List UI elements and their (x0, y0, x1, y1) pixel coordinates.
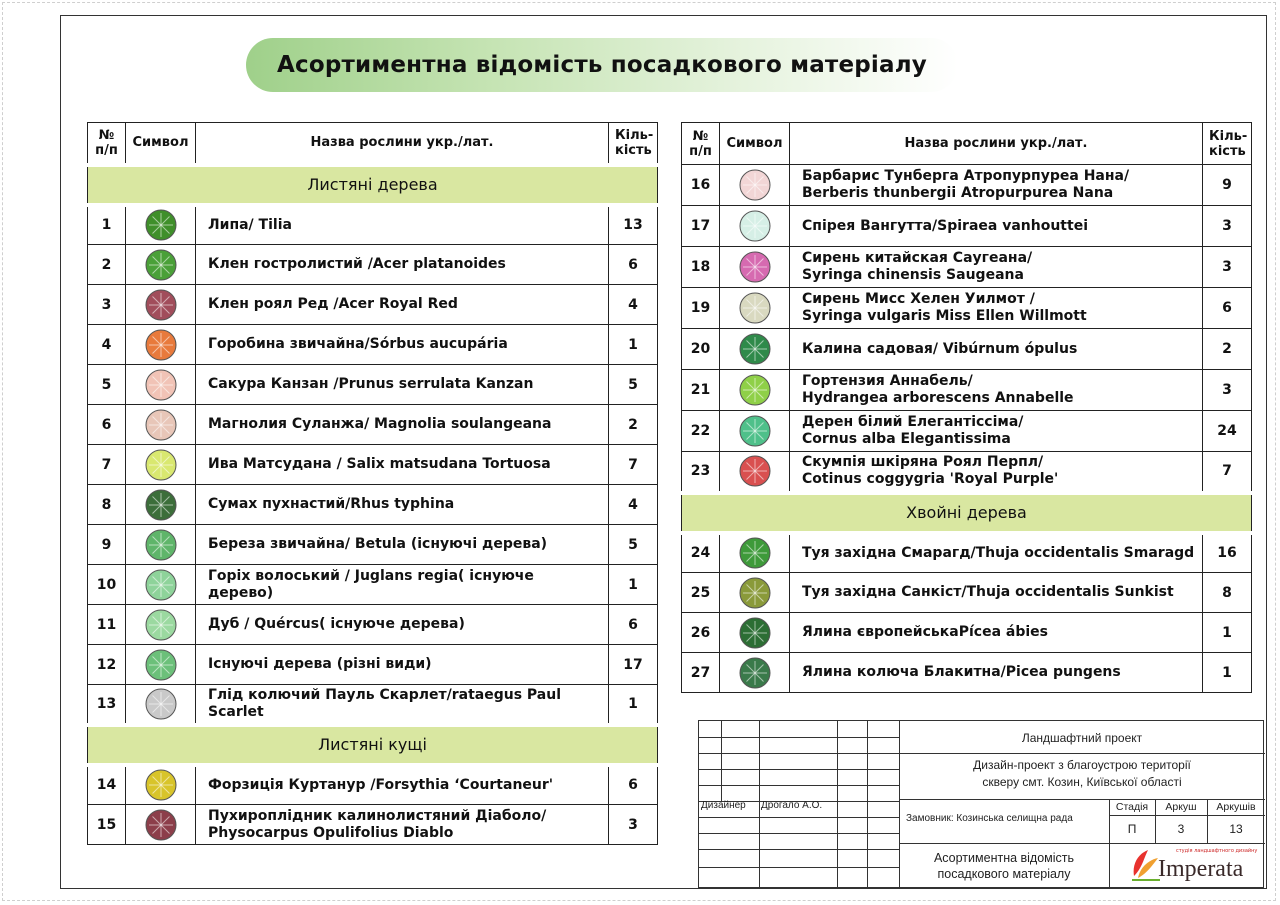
header-name: Назва рослини укр./лат. (790, 123, 1203, 165)
sheet-value: 3 (1177, 822, 1185, 836)
shrub-icon (739, 333, 771, 365)
row-number: 19 (682, 288, 720, 329)
sheets-value: 13 (1229, 822, 1243, 836)
plant-quantity: 6 (1203, 288, 1252, 329)
plant-quantity: 1 (609, 565, 658, 605)
shrub-icon (739, 169, 771, 201)
plant-name: Клен гостролистий /Acer platanoides (196, 245, 609, 285)
designer-label: Дизайнер (701, 800, 746, 811)
row-number: 22 (682, 411, 720, 452)
conifer-icon (739, 657, 771, 689)
tree-icon (145, 209, 177, 241)
row-number: 17 (682, 206, 720, 247)
plant-quantity: 9 (1203, 165, 1252, 206)
row-symbol (126, 245, 196, 285)
section-title: Хвойні дерева (682, 493, 1252, 533)
table-row (682, 329, 1252, 370)
row-symbol (720, 370, 790, 411)
plant-name: Сумах пухнастий/Rhus typhina (196, 485, 609, 525)
row-symbol (720, 247, 790, 288)
header-num: № п/п (682, 123, 720, 165)
planting-table-right (681, 122, 1252, 693)
row-symbol (126, 525, 196, 565)
project-type: Ландшафтний проект (1021, 731, 1143, 745)
conifer-icon (739, 617, 771, 649)
row-symbol (720, 411, 790, 452)
tree-icon (145, 289, 177, 321)
row-number: 6 (88, 405, 126, 445)
designer-name: Дрогало А.О. (761, 800, 823, 811)
row-symbol (720, 206, 790, 247)
plant-name: Клен роял Ред /Acer Royal Red (196, 285, 609, 325)
table-row (88, 685, 658, 725)
plant-quantity: 1 (609, 325, 658, 365)
row-symbol (126, 365, 196, 405)
row-number: 3 (88, 285, 126, 325)
table-row (682, 206, 1252, 247)
sheet-label: Аркуш (1165, 801, 1197, 813)
table-row (682, 370, 1252, 411)
row-number: 21 (682, 370, 720, 411)
table-row (682, 613, 1252, 653)
section-row (88, 165, 658, 205)
row-symbol (720, 613, 790, 653)
plant-quantity: 6 (609, 245, 658, 285)
plant-name: Ива Матсудана / Salix matsudana Tortuosa (196, 445, 609, 485)
header-qty: Кіль-кість (1203, 123, 1252, 165)
conifer-icon (739, 577, 771, 609)
header-name: Назва рослини укр./лат. (196, 123, 609, 165)
table-row (682, 653, 1252, 693)
row-symbol (126, 605, 196, 645)
row-symbol (126, 765, 196, 805)
client: Замовник: Козинська селищна рада (906, 813, 1073, 824)
row-symbol (720, 452, 790, 493)
plant-quantity: 24 (1203, 411, 1252, 452)
conifer-icon (739, 537, 771, 569)
doc-title-2: посадкового матеріалу (937, 867, 1071, 881)
plant-quantity: 3 (1203, 206, 1252, 247)
header-symbol: Символ (126, 123, 196, 165)
table-row (88, 565, 658, 605)
row-symbol (720, 329, 790, 370)
table-row (88, 525, 658, 565)
table-row (88, 485, 658, 525)
header-symbol: Символ (720, 123, 790, 165)
plant-quantity: 5 (609, 525, 658, 565)
shrub-icon (145, 809, 177, 841)
shrub-icon (739, 455, 771, 487)
table-row (682, 573, 1252, 613)
table-row (682, 411, 1252, 452)
row-number: 5 (88, 365, 126, 405)
sheets-label: Аркушів (1216, 801, 1256, 813)
header-num: № п/п (88, 123, 126, 165)
plant-quantity: 3 (1203, 247, 1252, 288)
plant-name: Барбарис Тунберга Атропурпуреа Нана/ Berberis thunbergii Atropurpurea Nana (790, 165, 1203, 206)
stage-value: П (1127, 822, 1137, 836)
shrub-icon (739, 415, 771, 447)
row-symbol (126, 205, 196, 245)
plant-quantity: 7 (609, 445, 658, 485)
plant-name: Липа/ Tilia (196, 205, 609, 245)
plant-name: Сирень китайская Саугеана/ Syringa chinensis Saugeana (790, 247, 1203, 288)
row-number: 4 (88, 325, 126, 365)
tree-icon (145, 409, 177, 441)
row-number: 25 (682, 573, 720, 613)
plant-name: Ялина європейськаPícea ábies (790, 613, 1203, 653)
logo-text: Imperata (1158, 856, 1244, 882)
row-number: 8 (88, 485, 126, 525)
plant-quantity: 8 (1203, 573, 1252, 613)
row-number: 27 (682, 653, 720, 693)
plant-name: Туя західна Санкіст/Thuja occidentalis Sunkist (790, 573, 1203, 613)
planting-table-left (87, 122, 658, 845)
table-row (88, 445, 658, 485)
shrub-icon (739, 251, 771, 283)
project-desc-1: Дизайн-проект з благоустрою території (973, 758, 1191, 772)
tree-icon (145, 609, 177, 641)
plant-quantity: 5 (609, 365, 658, 405)
row-number: 18 (682, 247, 720, 288)
row-symbol (126, 405, 196, 445)
table-row (682, 247, 1252, 288)
row-number: 2 (88, 245, 126, 285)
plant-name: Береза звичайна/ Betula (існуючі дерева) (196, 525, 609, 565)
row-number: 20 (682, 329, 720, 370)
row-number: 14 (88, 765, 126, 805)
plant-quantity: 1 (1203, 653, 1252, 693)
plant-name: Сакура Канзан /Prunus serrulata Kanzan (196, 365, 609, 405)
plant-quantity: 2 (1203, 329, 1252, 370)
table-row (682, 452, 1252, 493)
table-row (88, 805, 658, 845)
stage-label: Стадія (1115, 801, 1149, 813)
row-symbol (720, 165, 790, 206)
row-number: 1 (88, 205, 126, 245)
plant-name: Туя західна Смарагд/Thuja occidentalis Smaragd (790, 533, 1203, 573)
plant-name: Глід колючий Пауль Скарлет/rataegus Paul Scarlet (196, 685, 609, 725)
row-symbol (126, 645, 196, 685)
tree-icon (145, 369, 177, 401)
plant-quantity: 2 (609, 405, 658, 445)
plant-name: Магнолия Суланжа/ Magnolia soulangeana (196, 405, 609, 445)
row-number: 24 (682, 533, 720, 573)
row-symbol (126, 445, 196, 485)
shrub-icon (739, 210, 771, 242)
plant-quantity: 7 (1203, 452, 1252, 493)
row-symbol (126, 565, 196, 605)
plant-name: Ялина колюча Блакитна/Picea pungens (790, 653, 1203, 693)
plant-quantity: 1 (1203, 613, 1252, 653)
tree-icon (145, 489, 177, 521)
plant-quantity: 1 (609, 685, 658, 725)
studio-logo (1130, 846, 1258, 882)
section-title: Листяні кущі (88, 725, 658, 765)
table-row (682, 533, 1252, 573)
row-number: 23 (682, 452, 720, 493)
table-row (88, 605, 658, 645)
row-number: 26 (682, 613, 720, 653)
row-number: 15 (88, 805, 126, 845)
plant-name: Дуб / Quércus( існуюче дерева) (196, 605, 609, 645)
row-symbol (720, 653, 790, 693)
row-symbol (126, 285, 196, 325)
row-symbol (720, 573, 790, 613)
plant-name: Горобина звичайна/Sórbus aucupária (196, 325, 609, 365)
plant-name: Гортензия Аннабель/ Hydrangea arborescens Annabelle (790, 370, 1203, 411)
row-number: 11 (88, 605, 126, 645)
header-qty: Кіль-кість (609, 123, 658, 165)
plant-name: Дерен білий Елегантіссіма/ Cornus alba Elegantissima (790, 411, 1203, 452)
table-row (88, 325, 658, 365)
doc-title-1: Асортиментна відомість (933, 851, 1075, 865)
section-row (682, 493, 1252, 533)
plant-quantity: 6 (609, 765, 658, 805)
section-title: Листяні дерева (88, 165, 658, 205)
plant-name: Форзиція Куртанур /Forsythia ‘Courtaneur' (196, 765, 609, 805)
row-number: 12 (88, 645, 126, 685)
row-number: 9 (88, 525, 126, 565)
tree-icon (145, 329, 177, 361)
tree-icon (145, 688, 177, 720)
plant-quantity: 17 (609, 645, 658, 685)
row-symbol (126, 805, 196, 845)
plant-name: Калина садовая/ Vibúrnum ópulus (790, 329, 1203, 370)
table-row (88, 365, 658, 405)
shrub-icon (739, 374, 771, 406)
tree-icon (145, 449, 177, 481)
row-number: 7 (88, 445, 126, 485)
table-row (88, 765, 658, 805)
section-row (88, 725, 658, 765)
tree-icon (145, 569, 177, 601)
tree-icon (145, 529, 177, 561)
row-symbol (126, 685, 196, 725)
plant-name: Пухироплідник калинолистяний Діаболо/ Physocarpus Opulifolius Diablo (196, 805, 609, 845)
plant-quantity: 6 (609, 605, 658, 645)
plant-name: Сирень Мисс Хелен Уилмот / Syringa vulgaris Miss Ellen Willmott (790, 288, 1203, 329)
row-symbol (720, 288, 790, 329)
shrub-icon (739, 292, 771, 324)
title-banner (246, 38, 958, 92)
table-row (88, 405, 658, 445)
plant-name: Існуючі дерева (різні види) (196, 645, 609, 685)
row-symbol (720, 533, 790, 573)
tree-icon (145, 249, 177, 281)
row-symbol (126, 485, 196, 525)
plant-quantity: 4 (609, 485, 658, 525)
plant-quantity: 16 (1203, 533, 1252, 573)
page-title: Асортиментна відомість посадкового матеріалу (277, 52, 927, 78)
table-row (88, 205, 658, 245)
logo-small: студія ландшафтного дизайну (1176, 848, 1258, 854)
table-row (88, 245, 658, 285)
plant-quantity: 13 (609, 205, 658, 245)
plant-quantity: 3 (1203, 370, 1252, 411)
plant-quantity: 4 (609, 285, 658, 325)
table-row (682, 165, 1252, 206)
tree-icon (145, 649, 177, 681)
row-number: 13 (88, 685, 126, 725)
shrub-icon (145, 769, 177, 801)
plant-quantity: 3 (609, 805, 658, 845)
table-row (682, 288, 1252, 329)
project-desc-2: скверу смт. Козин, Київської області (982, 775, 1182, 789)
table-row (88, 285, 658, 325)
row-number: 10 (88, 565, 126, 605)
table-row (88, 645, 658, 685)
plant-name: Горіх волоський / Juglans regia( існуюче дерево) (196, 565, 609, 605)
row-number: 16 (682, 165, 720, 206)
plant-name: Спірея Вангутта/Spiraea vanhouttei (790, 206, 1203, 247)
row-symbol (126, 325, 196, 365)
plant-name: Скумпія шкіряна Роял Перпл/ Cotinus coggygria 'Royal Purple' (790, 452, 1203, 493)
